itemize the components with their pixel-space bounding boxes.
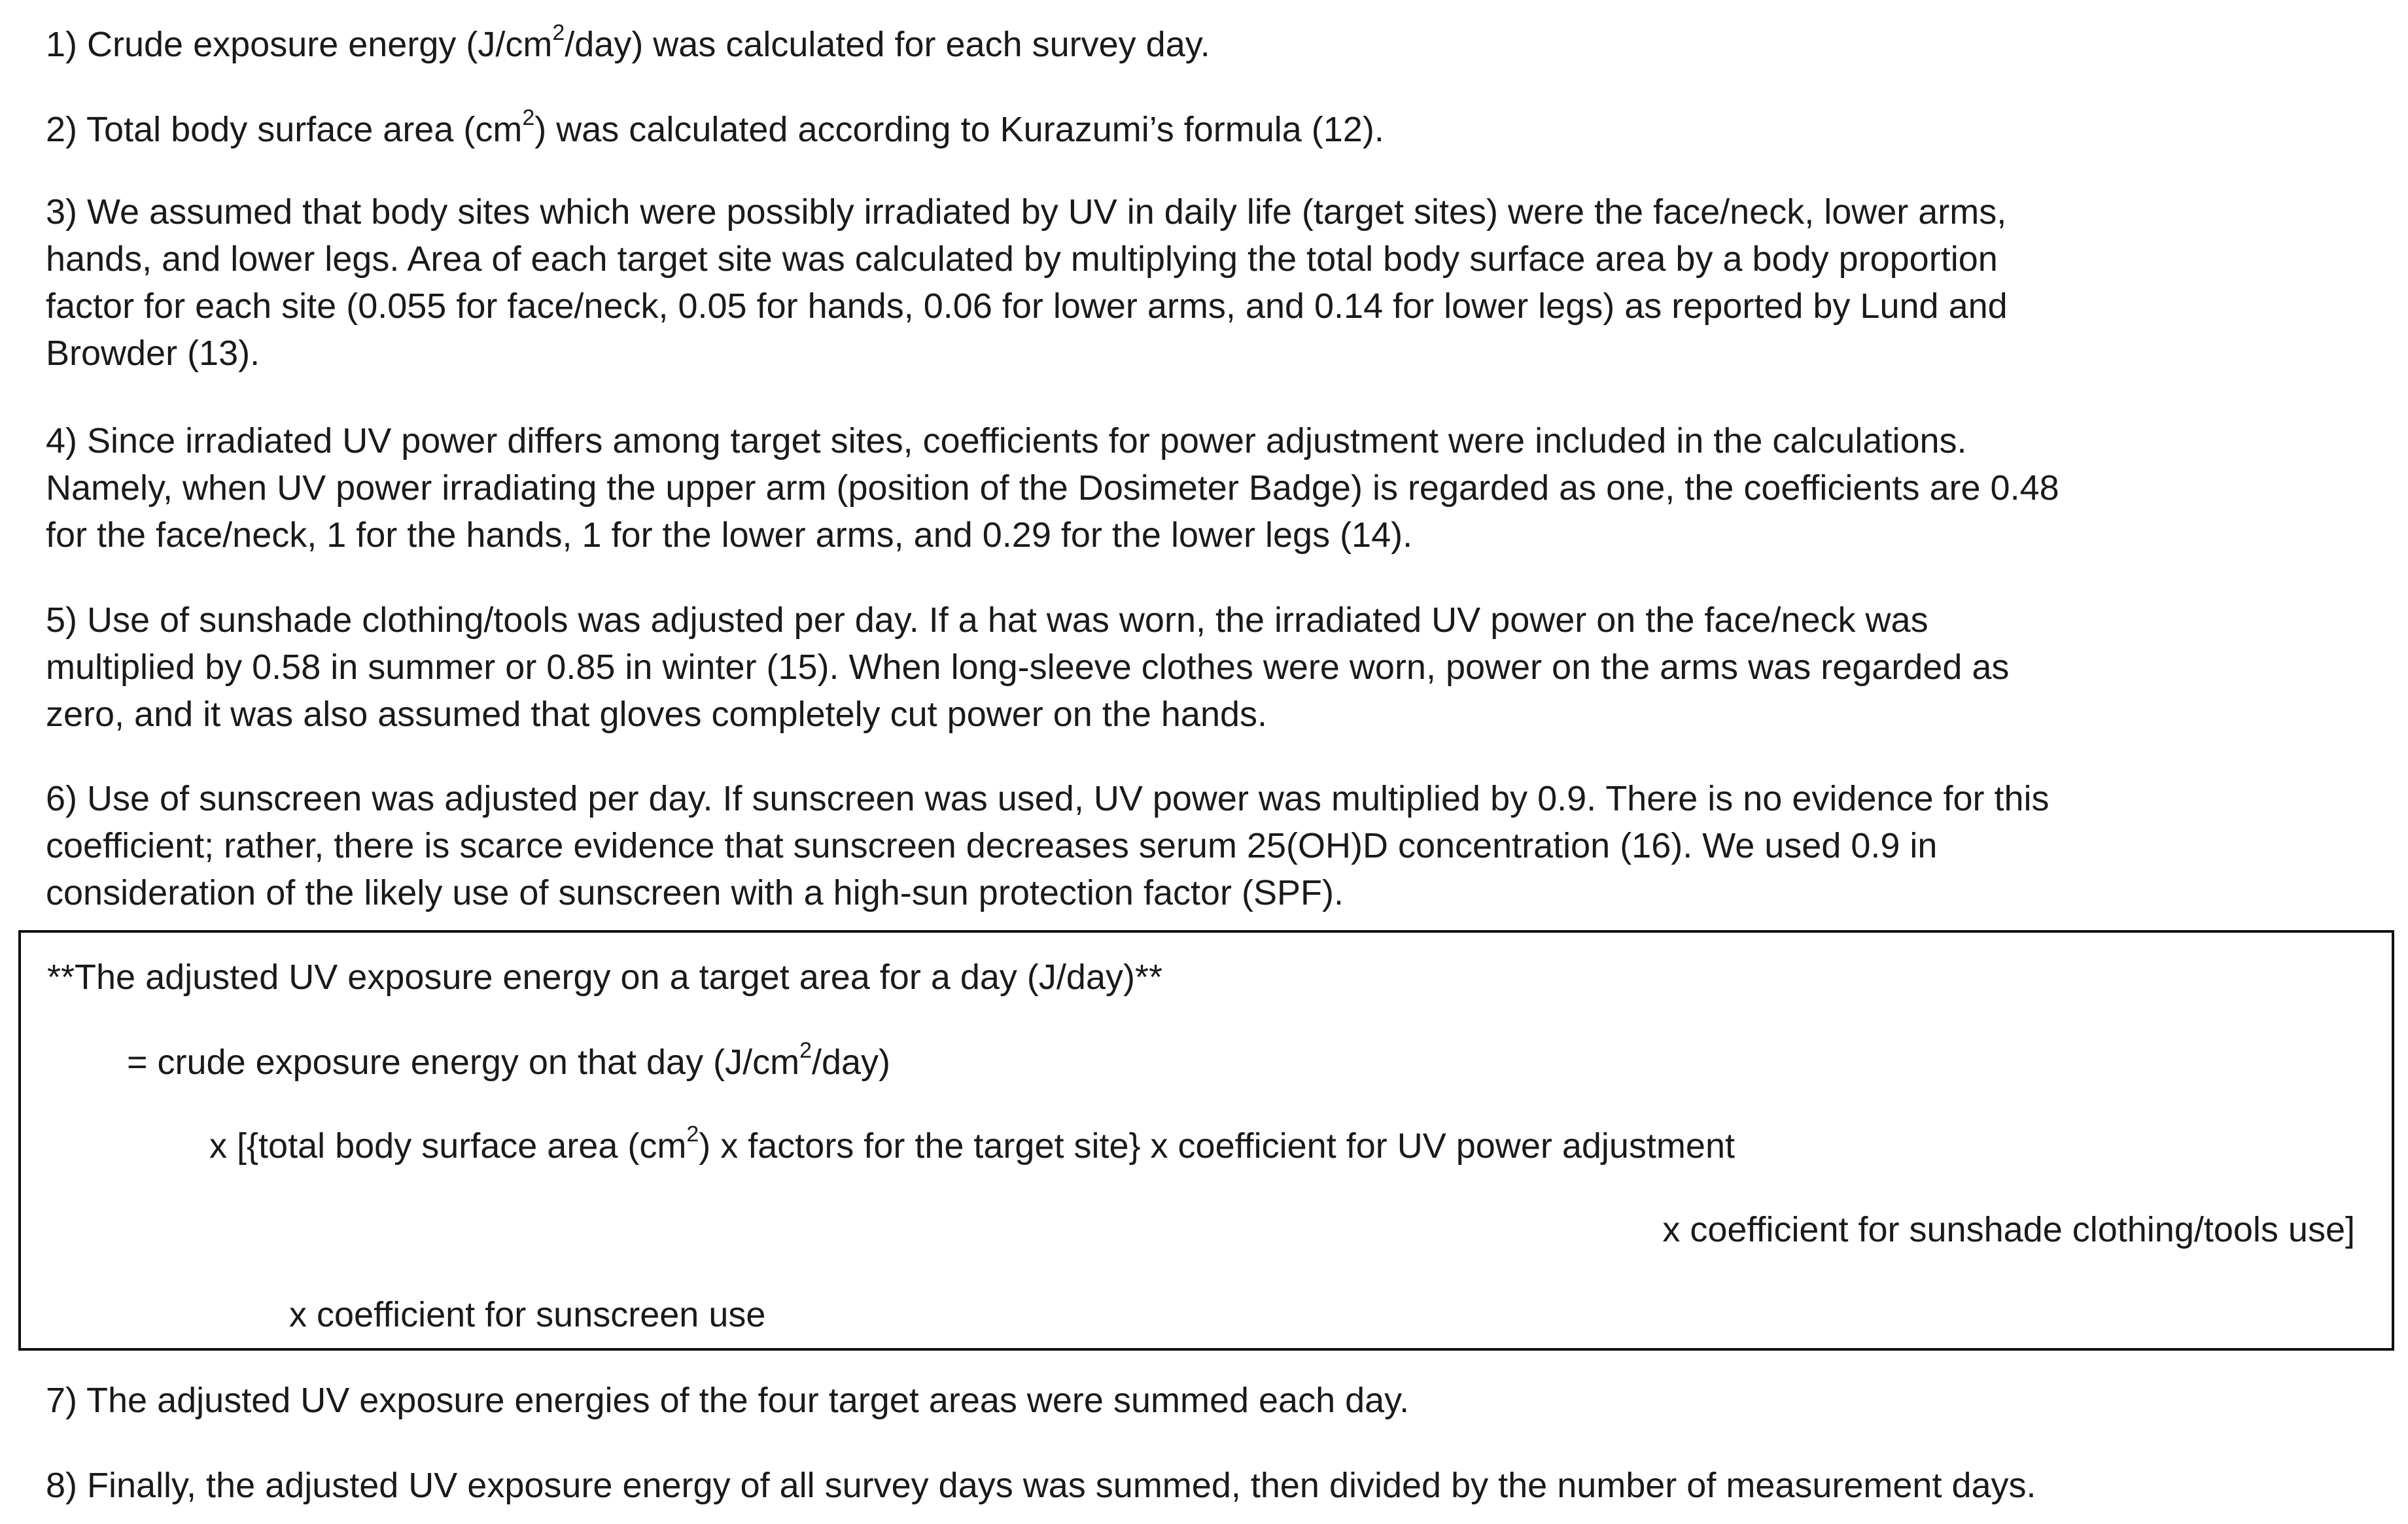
step-3 — [46, 188, 2362, 377]
step-2 — [46, 106, 2362, 153]
step-3-line-2: hands, and lower legs. Area of each target site was calculated by multiplying the total body surface area by a body proportion — [46, 239, 1998, 279]
step-5-line-3: zero, and it was also assumed that gloves completely cut power on the hands. — [46, 695, 1268, 734]
step-4-line-2: Namely, when UV power irradiating the upper arm (position of the Dosimeter Badge) is regarded as one, the coefficients are 0.48 — [46, 468, 2059, 508]
step-3-line-1: 3) We assumed that body sites which were possibly irradiated by UV in daily life (target sites) were the face/neck, lower arms, — [46, 192, 2007, 232]
step-8 — [46, 1462, 2362, 1509]
step-6-line-1: 6) Use of sunscreen was adjusted per day. If sunscreen was used, UV power was multiplied by 0.9. There is no evidence for this — [46, 779, 2050, 818]
step-3-line-4: Browder (13). — [46, 334, 260, 373]
step-5 — [46, 597, 2362, 738]
step-4-line-3: for the face/neck, 1 for the hands, 1 for the lower arms, and 0.29 for the lower legs (14). — [46, 515, 1413, 555]
step-7-line: 7) The adjusted UV exposure energies of the four target areas were summed each day. — [46, 1381, 1410, 1420]
step-7 — [46, 1377, 2362, 1424]
formula-box — [18, 930, 2394, 1351]
formula-line-2: x [{total body surface area $(cm^2)$ x factors for the target site} x coefficient for UV power adjustment — [209, 1122, 1735, 1166]
step-5-line-1: 5) Use of sunshade clothing/tools was adjusted per day. If a hat was worn, the irradiated UV power on the face/neck was — [46, 600, 1928, 640]
step-8-line: 8) Finally, the adjusted UV exposure energy of all survey days was summed, then divided by the number of measurement days. — [46, 1466, 2036, 1505]
step-6-line-3: consideration of the likely use of sunscreen with a high-sun protection factor (SPF). — [46, 873, 1344, 912]
formula-line-4: x coefficient for sunscreen use — [289, 1295, 766, 1334]
step-6 — [46, 775, 2362, 916]
step-2-line: 2) Total body surface area $(cm^2)$ was calculated according to Kurazumi’s formula (12). — [46, 105, 1384, 149]
step-6-line-2: coefficient; rather, there is scarce evidence that sunscreen decreases serum 25(OH)D concentration (16). We used 0.9 in — [46, 826, 1938, 865]
step-3-line-3: factor for each site (0.055 for face/neck, 0.05 for hands, 0.06 for lower arms, and 0.14 for lower legs) as reported by Lund and — [46, 286, 2008, 326]
formula-title: **The adjusted UV exposure energy on a target area for a day (J/day)** — [47, 958, 1162, 997]
step-5-line-2: multiplied by 0.58 in summer or 0.85 in winter (15). When long-sleeve clothes were worn, power on the arms was regarded as — [46, 648, 2010, 687]
formula-line-1: = crude exposure energy on that day $(J/cm^2/day)$ — [127, 1038, 891, 1082]
step-1 — [46, 21, 2362, 68]
formula-line-3: x coefficient for sunshade clothing/tools use] — [1662, 1210, 2355, 1249]
step-4 — [46, 417, 2362, 559]
step-4-line-1: 4) Since irradiated UV power differs among target sites, coefficients for power adjustment were included in the calculations. — [46, 421, 1967, 460]
step-1-line: 1) Crude exposure energy $(J/cm^2/day)$ was calculated for each survey day. — [46, 20, 1210, 64]
